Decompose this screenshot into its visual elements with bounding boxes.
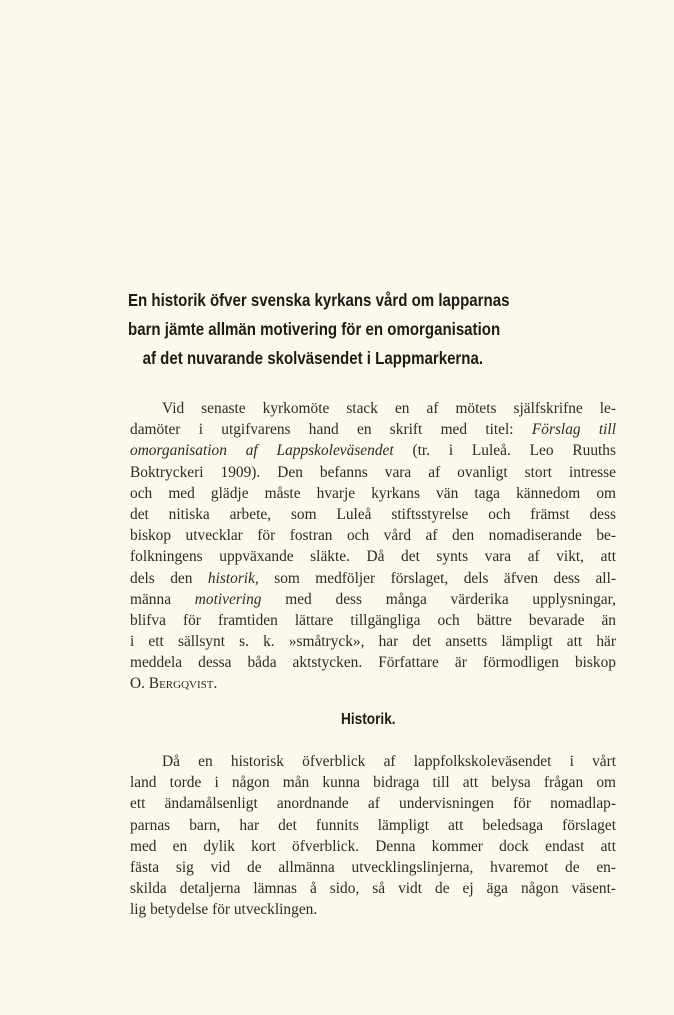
text-line: land torde i någon mån kunna bidraga till att belysa frågan om	[130, 774, 616, 792]
document-title	[128, 286, 617, 373]
text-line: folkningens uppväxande släkte. Då det synts vara af vikt, att	[130, 548, 616, 566]
text-line: ett ändamålsenligt anordnande af undervisningen för nomadlap-	[130, 795, 616, 813]
text-line: biskop utvecklar för fostran och vård af den nomadiserande be-	[130, 527, 616, 545]
italic-run: motivering	[194, 590, 262, 608]
text-run: (tr. i Luleå. Leo Ruuths	[412, 442, 616, 460]
text-run: dels den	[130, 569, 193, 587]
text-line: och med glädje måste hvarje kyrkans vän taga kännedom om	[130, 484, 616, 502]
text-line: med en dylik kort öfverblick. Denna kommer dock endast att	[130, 837, 616, 855]
intro-paragraph	[130, 398, 616, 695]
section-heading: Historik.	[341, 711, 396, 728]
text-line: Då en historisk öfverblick af lappfolkskoleväsendet i vårt	[162, 753, 616, 770]
text-line: lig betydelse för utvecklingen.	[130, 901, 318, 919]
text-line: det nitiska arbete, som Luleå stiftsstyrelse och främst dess	[130, 505, 616, 523]
text-line: i ett sällsynt s. k. »småtryck», har det ansetts lämpligt att här	[130, 633, 616, 651]
text-line	[130, 568, 616, 589]
text-line: Boktryckeri 1909). Den befanns vara af ovanligt stort intresse	[130, 463, 616, 481]
text-line	[130, 589, 616, 610]
text-run: med dess många värderika upplysningar,	[285, 590, 616, 608]
italic-title-run: Förslag till	[531, 421, 616, 439]
text-line: Vid senaste kyrkomöte stack en af mötets själfskrifne le-	[162, 400, 616, 417]
text-line	[130, 440, 616, 461]
title-line-1: En historik öfver svenska kyrkans vård om lapparnas	[128, 290, 510, 310]
text-run: männa	[130, 590, 172, 608]
text-line: skilda detaljerna lämnas å sido, så vidt de ej äga någon väsent-	[130, 880, 616, 898]
italic-title-run: omorganisation af Lappskoleväsendet	[130, 442, 394, 460]
text-line	[130, 419, 616, 440]
title-line-2: barn jämte allmän motivering för en omorganisation	[128, 319, 501, 339]
text-line: blifva för framtiden lättare tillgängliga och bättre bevarade än	[130, 611, 616, 629]
italic-run: historik,	[207, 569, 259, 587]
text-run: som medföljer förslaget, dels äfven dess all-	[274, 569, 616, 587]
text-line: parnas barn, har det funnits lämpligt att beledsaga förslaget	[130, 816, 616, 834]
text-line: meddela dessa båda aktstycken. Författare är förmodligen biskop	[130, 654, 616, 672]
text-line: fästa sig vid de allmänna utvecklingslinjerna, hvaremot de en-	[130, 858, 616, 876]
author-line: O. Bergqvist.	[130, 675, 218, 693]
historik-paragraph	[130, 751, 616, 921]
title-line-3: af det nuvarande skolväsendet i Lappmarkerna.	[142, 348, 484, 368]
text-run: damöter i utgifvarens hand en skrift med titel:	[130, 421, 514, 439]
